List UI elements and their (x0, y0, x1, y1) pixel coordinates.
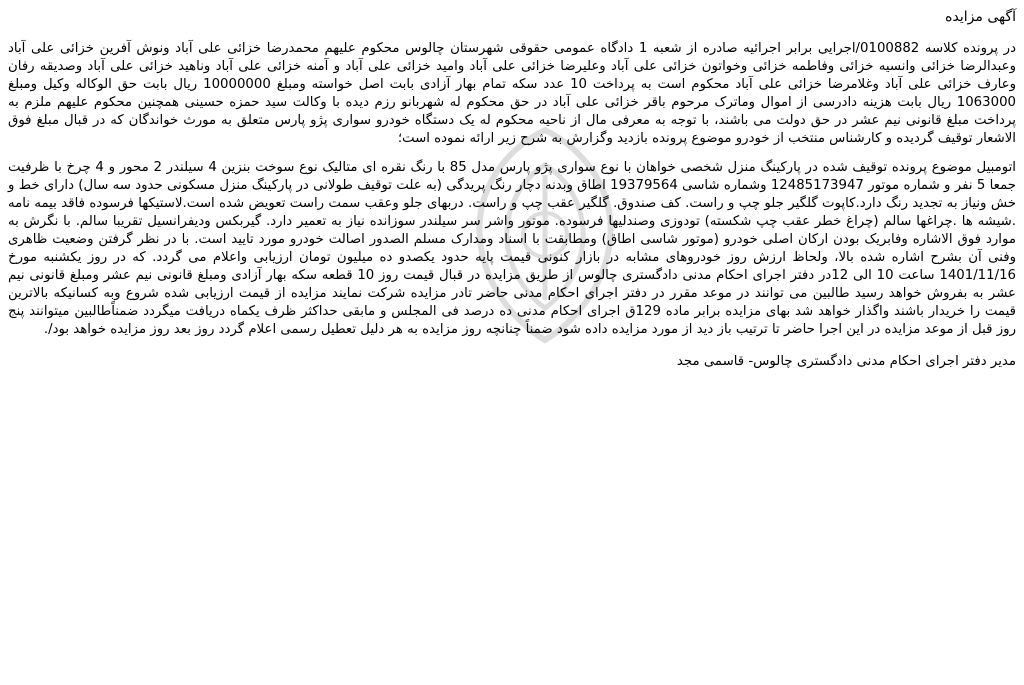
notice-paragraph-vehicle: اتومبیل موضوع پرونده توقیف شده در پارکینگ منزل شخصی خواهان با نوع سواری پژو پارس مدل 85 با رنگ نقره ای متالیک نوع سوخت بنزین 4 سیلندر 2 محور و 4 چرخ با ظرفیت جمعا 5 نفر و شماره موتور 12485173947 وشماره شاسی 19379564 اطاق وبدنه دچار رنگ پریدگی (به علت توقیف طولانی در پارکینگ منزل مسکونی حدود سه سال) دارای خط و خش ونیاز به تجدید رنگ دارد.کاپوت گلگیر جلو چپ و راست. کف صندوق. گلگیر عقب چپ و راست. دربهای جلو وعقب سمت راست تعویض شده است.لاستیکها فرسوده فاقد بیمه نامه .شیشه ها .چراغها سالم (چراغ خطر عقب چپ شکسته) تودوزی وصندلیها فرسوده. موتور واشر سر سیلندر سوزانده نیاز به تعمیر دارد. گیربکس ودیفرانسیل تقریبا سالم. با نگرش به موارد فوق الاشاره وفابریک بودن ارکان اصلی خودرو (موتور شاسی اطاق) ومطابقت با اسناد ومدارک مسلم الصدور اصالت خودرو مورد تایید است. با در نظر گرفتن وضعیت ظاهری وفنی آن بشرح اشاره شده بالا، ولحاظ ارزش روز خودروهای مشابه در بازار کنونی قیمت پایه حدود یکصدو ده میلیون تومان ارزیابی واعلام می گردد. که در روز یکشنبه مورخ 1401/11/16 ساعت 10 الی 12در دفتر اجرای احکام مدنی دادگستری چالوس از طریق مزایده در قبال قیمت روز 10 قطعه سکه بهار آزادی ومبلغ قانونی نیم عشر ومبلغ قانونی نیم عشر به بفروش خواهد رسید طالبین می توانند در موعد مقرر در دفتر اجرای احکام مدنی حاضر تادر مزایده شرکت نمایند مزایده از قیمت ارزیابی شده شروع وبه کسانیکه بالاترین قیمت را خریدار باشند واگذار خواهد شد بهای مزایده برابر ماده 129ق اجرای احکام مدنی ده درصد فی المجلس و مابقی حداکثر ظرف یکماه دریافت میگردد ضمناًطالبین میتوانند پنج روز قبل از موعد مزایده در این اجرا حاضر تا ترتیب باز دید از مورد مزایده داده شود ضمناً چنانچه روز مزایده به هر دلیل تعطیل رسمی اعلام گردد روز بعد روز مزایده خواهد بود/. (8, 159, 1016, 338)
notice-paragraph-case: در پرونده کلاسه 0100882/اجرایی برابر اجرائیه صادره از شعبه 1 دادگاه عمومی حقوقی شهرستان چالوس محکوم علیهم محمدرضا خزائی علی آباد ونوش آفرین خزائی علی آباد وعبدالرضا خزائی وانسیه خزائی وفاطمه خزائی وخواتون خزائی علی آباد وعلیرضا خزائی علی آباد وامید خزائی علی آباد و آمنه خزائی علی آباد وناهید خزائی علی آباد وصدیقه رفان وعارف خزائی علی آباد وغلامرضا خزائی علی آباد محکوم است به پرداخت 10 عدد سکه تمام بهار آزادی بابت اصل خواسته ومبلغ 10000000 ریال بابت حق الوکاله وکیل ومبلغ 1063000 ریال بابت هزینه دادرسی از اموال وماترک مرحوم باقر خزائی علی آباد در حق محکوم له شهربانو رزم دیده با وکالت سید حمزه حسینی همچنین محکوم علیهم ملزم به پرداخت مبلغ قانونی نیم عشر در حق دولت می باشند، با توجه به معرفی مال از ناحیه محکوم له یک دستگاه خودرو سواری پژو پارس متعلق به مورث خواندگان که در قبال مبلغ فوق الاشعار توقیف گردیده و کارشناس منتخب از خودرو موضوع پرونده بازدید وگزارش به شرح زیر ارائه نموده است؛ (8, 41, 1017, 147)
notice-signature: مدیر دفتر اجرای احکام مدنی دادگستری چالوس- قاسمی مجد (676, 353, 1016, 369)
notice-title: آگهی مزایده (945, 9, 1016, 25)
